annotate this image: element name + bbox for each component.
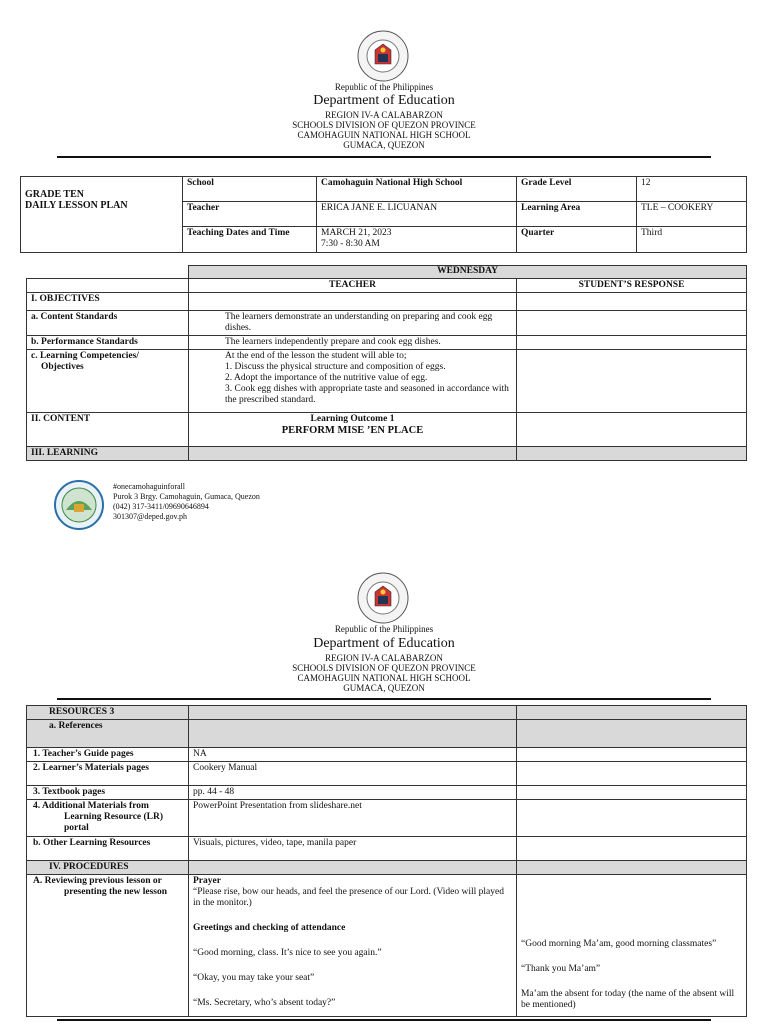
content-standards-text: The learners demonstrate an understanding on preparing and cook egg dishes. bbox=[189, 311, 517, 336]
reviewing-lesson-student: “Good morning Ma’am, good morning classmates” “Thank you Ma’am” Ma’am the absent for today (the name of the absent will be mentioned) bbox=[517, 875, 747, 1017]
learners-materials-value: Cookery Manual bbox=[189, 762, 517, 786]
reviewing-lesson-teacher: Prayer “Please rise, bow our heads, and feel the presence of our Lord. (Video will played in the monitor.) Greetings and checking of attendance “Good morning, class. It’s nice to see you again.” “Okay, you may take your seat” “Ms. Secretary, who’s absent today?” bbox=[189, 875, 517, 1017]
lesson-plan-table bbox=[26, 265, 747, 461]
objectives-heading: I. OBJECTIVES bbox=[27, 293, 189, 311]
student-column-heading: STUDENT’S RESPONSE bbox=[517, 279, 747, 293]
teaching-dates-label: Teaching Dates and Time bbox=[183, 227, 317, 253]
deped-seal bbox=[357, 30, 409, 82]
content-standards-label: a. Content Standards bbox=[27, 311, 189, 336]
lesson-plan-title: GRADE TEN DAILY LESSON PLAN bbox=[21, 177, 183, 253]
teacher-label: Teacher bbox=[183, 202, 317, 227]
teachers-guide-value: NA bbox=[189, 748, 517, 762]
competencies-text: At the end of the lesson the student will able to; 1. Discuss the physical structure and composition of eggs. 2. Adopt the importance of the nutritive value of egg. 3. Cook egg dishes with appropriate taste and seasoned in accordance with the prescribed standard. bbox=[189, 350, 517, 413]
school-label: School bbox=[183, 177, 317, 202]
header-country: Republic of the Philippines bbox=[334, 82, 434, 92]
content-heading: II. CONTENT bbox=[27, 413, 189, 447]
references-label: a. References bbox=[27, 720, 189, 748]
competencies-label: c. Learning Competencies/ Objectives bbox=[27, 350, 189, 413]
footer-hashtag: #onecamohaguinforall bbox=[113, 482, 185, 491]
header-region: REGION IV-A CALABARZON bbox=[325, 110, 443, 120]
other-resources-value: Visuals, pictures, video, tape, manila paper bbox=[189, 837, 517, 861]
teachers-guide-label: 1. Teacher’s Guide pages bbox=[27, 748, 189, 762]
teaching-dates-value: MARCH 21, 2023 7:30 - 8:30 AM bbox=[317, 227, 517, 253]
footer-address: Purok 3 Brgy. Camohaguin, Gumaca, Quezon bbox=[113, 492, 260, 501]
learners-materials-label: 2. Learner’s Materials pages bbox=[27, 762, 189, 786]
lesson-info-table bbox=[20, 176, 747, 253]
header-town: GUMACA, QUEZON bbox=[343, 683, 425, 693]
additional-materials-value: PowerPoint Presentation from slideshare.net bbox=[189, 800, 517, 837]
quarter-label: Quarter bbox=[517, 227, 637, 253]
teacher-value: ERICA JANE E. LICUANAN bbox=[317, 202, 517, 227]
day-heading: WEDNESDAY bbox=[189, 266, 747, 279]
header-region: REGION IV-A CALABARZON bbox=[325, 653, 443, 663]
header-town: GUMACA, QUEZON bbox=[343, 140, 425, 150]
header-divider bbox=[57, 698, 711, 700]
header-department: Department of Education bbox=[313, 636, 455, 651]
header-country: Republic of the Philippines bbox=[334, 624, 434, 634]
additional-materials-label: 4. Additional Materials from Learning Resource (LR) portal bbox=[27, 800, 189, 837]
teacher-column-heading: TEACHER bbox=[189, 279, 517, 293]
school-logo bbox=[54, 480, 104, 530]
header-department: Department of Education bbox=[313, 93, 455, 108]
header-division: SCHOOLS DIVISION OF QUEZON PROVINCE bbox=[292, 663, 476, 673]
header-division: SCHOOLS DIVISION OF QUEZON PROVINCE bbox=[292, 120, 476, 130]
footer-divider bbox=[57, 1019, 711, 1021]
reviewing-lesson-label: A. Reviewing previous lesson or presenting the new lesson bbox=[27, 875, 189, 1017]
performance-standards-text: The learners independently prepare and cook egg dishes. bbox=[189, 336, 517, 350]
header-divider bbox=[57, 156, 711, 158]
footer-email: 301307@deped.gov.ph bbox=[113, 512, 187, 521]
grade-level-value: 12 bbox=[637, 177, 747, 202]
deped-seal bbox=[357, 572, 409, 624]
learning-area-value: TLE – COOKERY bbox=[637, 202, 747, 227]
quarter-value: Third bbox=[637, 227, 747, 253]
resources-procedures-table bbox=[26, 705, 747, 1017]
header-school: CAMOHAGUIN NATIONAL HIGH SCHOOL bbox=[297, 130, 471, 140]
performance-standards-label: b. Performance Standards bbox=[27, 336, 189, 350]
resources-heading: RESOURCES 3 bbox=[27, 706, 189, 720]
textbook-pages-label: 3. Textbook pages bbox=[27, 786, 189, 800]
textbook-pages-value: pp. 44 - 48 bbox=[189, 786, 517, 800]
header-school: CAMOHAGUIN NATIONAL HIGH SCHOOL bbox=[297, 673, 471, 683]
school-value: Camohaguin National High School bbox=[317, 177, 517, 202]
learning-heading: III. LEARNING bbox=[27, 447, 189, 461]
learning-area-label: Learning Area bbox=[517, 202, 637, 227]
learning-outcome: Learning Outcome 1 PERFORM MISE ’EN PLACE bbox=[189, 413, 517, 447]
procedures-heading: IV. PROCEDURES bbox=[27, 861, 189, 875]
footer-phone: (042) 317-3411/09690646894 bbox=[113, 502, 209, 511]
grade-level-label: Grade Level bbox=[517, 177, 637, 202]
footer-contact bbox=[113, 482, 260, 522]
other-resources-label: b. Other Learning Resources bbox=[27, 837, 189, 861]
